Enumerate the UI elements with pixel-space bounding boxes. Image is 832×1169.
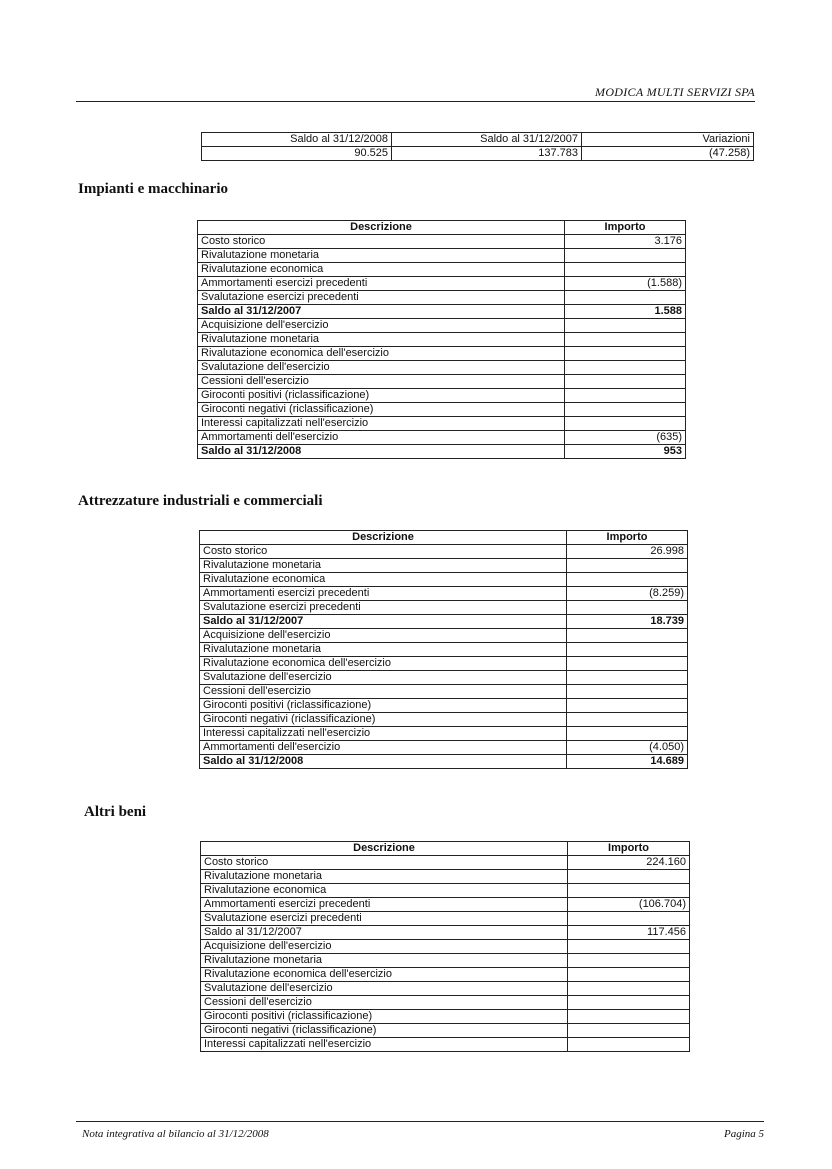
table-body [198,235,686,459]
row-label: Giroconti negativi (riclassificazione) [198,403,565,417]
table-row [200,727,688,741]
row-label: Acquisizione dell'esercizio [198,319,565,333]
row-amount [565,319,686,333]
row-amount [567,671,688,685]
row-amount [567,699,688,713]
table-row [198,305,686,319]
section-title-impianti: Impianti e macchinario [78,181,228,197]
saldo-summary-table [201,132,754,161]
row-amount [567,727,688,741]
saldo-header-2007: Saldo al 31/12/2007 [392,133,582,147]
row-label: Giroconti negativi (riclassificazione) [200,713,567,727]
row-amount [567,629,688,643]
row-amount [568,954,690,968]
row-label: Rivalutazione monetaria [200,643,567,657]
table-row [200,615,688,629]
saldo-value-2008: 90.525 [202,147,392,161]
footer-document-title: Nota integrativa al bilancio al 31/12/2008 [82,1128,269,1140]
row-label: Rivalutazione economica [201,884,568,898]
table-row [198,333,686,347]
row-amount [568,912,690,926]
table-attrezzature [199,530,688,769]
table-row [198,417,686,431]
row-label: Cessioni dell'esercizio [198,375,565,389]
row-amount [568,870,690,884]
table-row [198,445,686,459]
row-amount [567,559,688,573]
row-amount [565,403,686,417]
row-amount: (8.259) [567,587,688,601]
table-row [198,319,686,333]
table-row [198,235,686,249]
table-row [198,249,686,263]
row-amount [567,573,688,587]
col-importo: Importo [565,221,686,235]
table-body [201,856,690,1052]
row-amount [568,1038,690,1052]
row-label: Giroconti negativi (riclassificazione) [201,1024,568,1038]
row-amount [568,940,690,954]
row-label: Rivalutazione economica dell'esercizio [201,968,568,982]
table-row [200,629,688,643]
row-label: Interessi capitalizzati nell'esercizio [201,1038,568,1052]
col-descrizione: Descrizione [201,842,568,856]
row-label: Ammortamenti esercizi precedenti [200,587,567,601]
section-title-altri-beni: Altri beni [84,804,147,820]
row-amount [565,389,686,403]
row-label: Ammortamenti esercizi precedenti [198,277,565,291]
table-row [200,671,688,685]
table-row [201,1010,690,1024]
row-label: Rivalutazione economica dell'esercizio [198,347,565,361]
row-amount [565,333,686,347]
row-amount [568,1024,690,1038]
saldo-header-variazioni: Variazioni [582,133,754,147]
row-label: Rivalutazione monetaria [201,954,568,968]
row-label: Svalutazione esercizi precedenti [200,601,567,615]
row-label: Rivalutazione economica dell'esercizio [200,657,567,671]
row-label: Ammortamenti esercizi precedenti [201,898,568,912]
row-amount: (106.704) [568,898,690,912]
row-label: Cessioni dell'esercizio [201,996,568,1010]
row-label: Acquisizione dell'esercizio [201,940,568,954]
table-row [200,587,688,601]
col-descrizione: Descrizione [198,221,565,235]
row-amount: 117.456 [568,926,690,940]
saldo-value-2007: 137.783 [392,147,582,161]
row-label: Saldo al 31/12/2007 [200,615,567,629]
row-label: Giroconti positivi (riclassificazione) [201,1010,568,1024]
row-amount [565,291,686,305]
table-row [198,263,686,277]
row-label: Svalutazione dell'esercizio [200,671,567,685]
row-label: Giroconti positivi (riclassificazione) [200,699,567,713]
row-amount [568,996,690,1010]
table-body [200,545,688,769]
row-label: Rivalutazione monetaria [198,249,565,263]
row-amount [565,249,686,263]
row-amount: (635) [565,431,686,445]
row-amount [568,968,690,982]
table-row [200,545,688,559]
row-label: Ammortamenti dell'esercizio [200,741,567,755]
table-row [198,347,686,361]
table-row [201,926,690,940]
row-label: Costo storico [198,235,565,249]
row-amount [565,347,686,361]
row-amount [565,417,686,431]
row-label: Saldo al 31/12/2007 [198,305,565,319]
row-amount [567,713,688,727]
page-footer [76,1121,764,1140]
saldo-header-2008: Saldo al 31/12/2008 [202,133,392,147]
row-label: Rivalutazione monetaria [198,333,565,347]
table-row [200,713,688,727]
table-row [201,870,690,884]
table-row [198,361,686,375]
row-label: Svalutazione esercizi precedenti [201,912,568,926]
saldo-value-variazioni: (47.258) [582,147,754,161]
col-importo: Importo [567,531,688,545]
table-row [198,389,686,403]
row-amount: 224.160 [568,856,690,870]
table-row [200,559,688,573]
row-amount [567,685,688,699]
section-title-attrezzature: Attrezzature industriali e commerciali [78,493,323,509]
row-amount: 26.998 [567,545,688,559]
row-amount [565,361,686,375]
table-row [198,431,686,445]
row-label: Saldo al 31/12/2008 [198,445,565,459]
row-amount [565,263,686,277]
table-row [201,898,690,912]
table-row [201,884,690,898]
row-label: Giroconti positivi (riclassificazione) [198,389,565,403]
table-row [200,643,688,657]
table-row [200,741,688,755]
table-row [201,940,690,954]
row-label: Costo storico [201,856,568,870]
row-amount: (1.588) [565,277,686,291]
table-row [201,1038,690,1052]
row-amount: 18.739 [567,615,688,629]
table-row [198,375,686,389]
table-row [198,403,686,417]
table-impianti [197,220,686,459]
company-name: MODICA MULTI SERVIZI SPA [595,85,755,99]
row-label: Svalutazione dell'esercizio [198,361,565,375]
table-row [200,699,688,713]
col-descrizione: Descrizione [200,531,567,545]
row-label: Costo storico [200,545,567,559]
table-row [201,1024,690,1038]
row-label: Rivalutazione monetaria [200,559,567,573]
row-amount: 1.588 [565,305,686,319]
row-label: Rivalutazione economica [198,263,565,277]
row-amount: (4.050) [567,741,688,755]
row-label: Saldo al 31/12/2008 [200,755,567,769]
row-label: Rivalutazione economica [200,573,567,587]
table-row [200,573,688,587]
table-row [200,755,688,769]
table-row [200,601,688,615]
table-row [200,685,688,699]
row-amount: 953 [565,445,686,459]
row-amount: 14.689 [567,755,688,769]
table-row [201,912,690,926]
table-row [201,954,690,968]
row-label: Rivalutazione monetaria [201,870,568,884]
row-amount [568,884,690,898]
row-label: Interessi capitalizzati nell'esercizio [200,727,567,741]
row-amount [567,657,688,671]
row-amount [567,643,688,657]
table-altri-beni [200,841,690,1052]
row-amount: 3.176 [565,235,686,249]
row-amount [568,982,690,996]
page-header [76,85,755,102]
row-label: Interessi capitalizzati nell'esercizio [198,417,565,431]
table-row [201,968,690,982]
table-row [198,291,686,305]
table-row [201,856,690,870]
table-row [200,657,688,671]
col-importo: Importo [568,842,690,856]
row-label: Acquisizione dell'esercizio [200,629,567,643]
row-label: Svalutazione dell'esercizio [201,982,568,996]
table-row [198,277,686,291]
row-label: Svalutazione esercizi precedenti [198,291,565,305]
footer-page-number: Pagina 5 [723,1128,764,1140]
row-amount [568,1010,690,1024]
table-row [201,996,690,1010]
row-label: Saldo al 31/12/2007 [201,926,568,940]
row-label: Cessioni dell'esercizio [200,685,567,699]
row-amount [565,375,686,389]
row-amount [567,601,688,615]
table-row [201,982,690,996]
row-label: Ammortamenti dell'esercizio [198,431,565,445]
